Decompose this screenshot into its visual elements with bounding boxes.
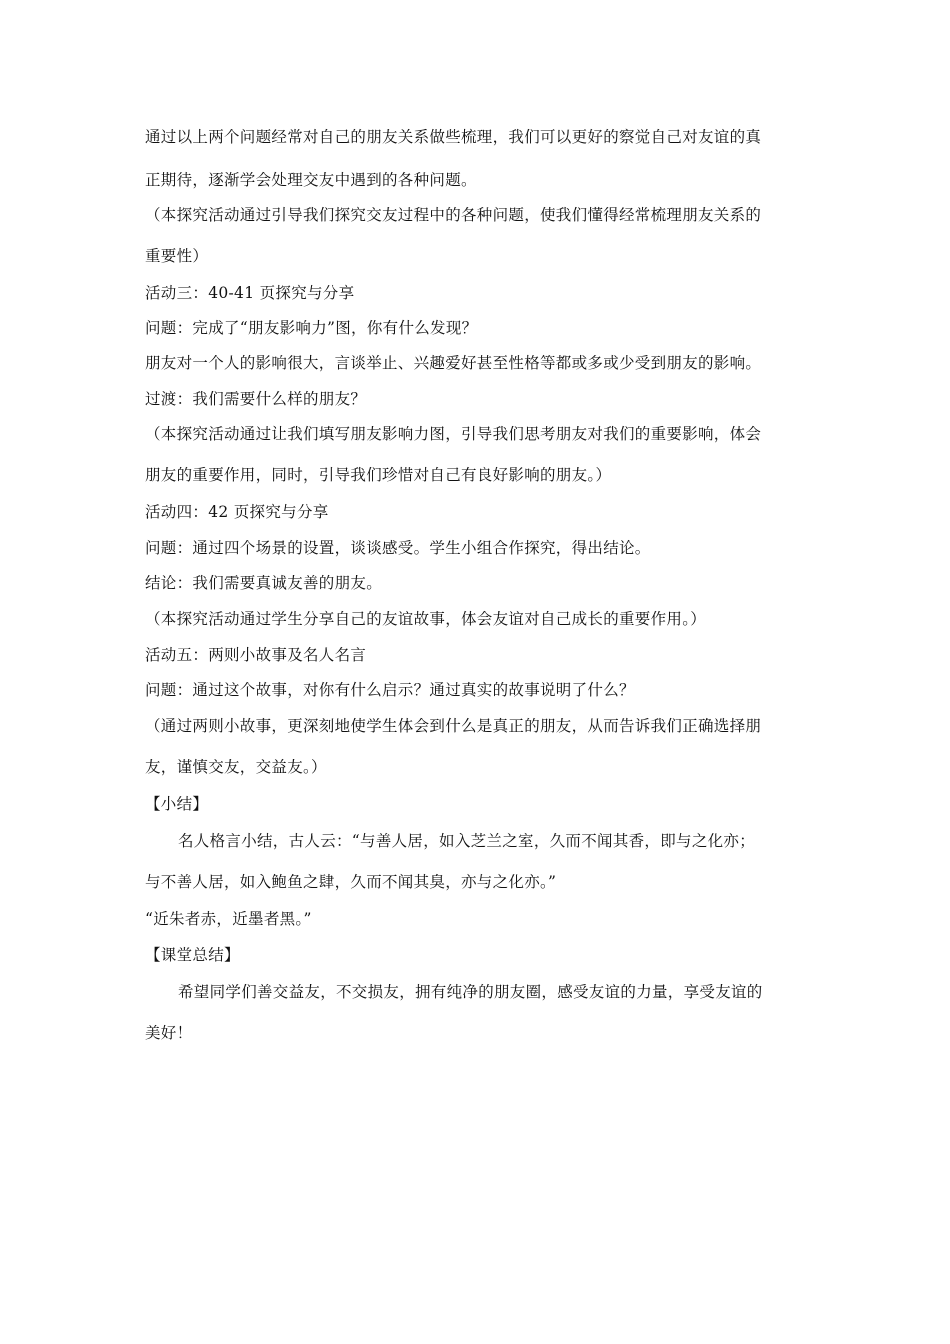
note-line: 朋友的重要作用，同时，引导我们珍惜对自己有良好影响的朋友。） [145,466,612,484]
summary-line: 希望同学们善交益友，不交损友，拥有纯净的朋友圈，感受友谊的力量，享受友谊的 [178,983,763,1001]
paragraph-line: 朋友对一个人的影响很大，言谈举止、兴趣爱好甚至性格等都或多或少受到朋友的影响。 [145,354,762,372]
quote-line: “近朱者赤，近墨者黑。” [145,910,312,928]
note-line: （本探究活动通过引导我们探究交友过程中的各种问题，使我们懂得经常梳理朋友关系的 [145,206,762,224]
section-heading: 【小结】 [145,795,209,813]
note-line: 友，谨慎交友，交益友。） [145,758,327,776]
note-line: 重要性） [145,247,209,265]
note-line: （本探究活动通过让我们填写朋友影响力图，引导我们思考朋友对我们的重要影响，体会 [145,425,762,443]
conclusion-line: 结论：我们需要真诚友善的朋友。 [145,574,383,592]
note-line: （本探究活动通过学生分享自己的友谊故事，体会友谊对自己成长的重要作用。） [145,610,707,628]
question-line: 问题：完成了“朋友影响力”图，你有什么发现？ [145,319,478,337]
note-line: （通过两则小故事，更深刻地使学生体会到什么是真正的朋友，从而告诉我们正确选择朋 [145,717,762,735]
quote-line: 名人格言小结，古人云：“与善人居，如入芝兰之室，久而不闻其香，即与之化亦； [178,832,756,850]
paragraph-line: 通过以上两个问题经常对自己的朋友关系做些梳理，我们可以更好的察觉自己对友谊的真 [145,128,762,146]
quote-line: 与不善人居，如入鲍鱼之肆，久而不闻其臭，亦与之化亦。” [145,873,557,891]
summary-line: 美好！ [145,1024,193,1042]
activity-heading: 活动四：42 页探究与分享 [145,503,329,521]
transition-line: 过渡：我们需要什么样的朋友？ [145,390,367,408]
section-heading: 【课堂总结】 [145,946,240,964]
question-line: 问题：通过这个故事，对你有什么启示？通过真实的故事说明了什么？ [145,681,635,699]
activity-heading: 活动五：两则小故事及名人名言 [145,646,367,664]
paragraph-line: 正期待，逐渐学会处理交友中遇到的各种问题。 [145,171,477,189]
activity-heading: 活动三：40-41 页探究与分享 [145,284,355,302]
question-line: 问题：通过四个场景的设置，谈谈感受。学生小组合作探究，得出结论。 [145,539,651,557]
